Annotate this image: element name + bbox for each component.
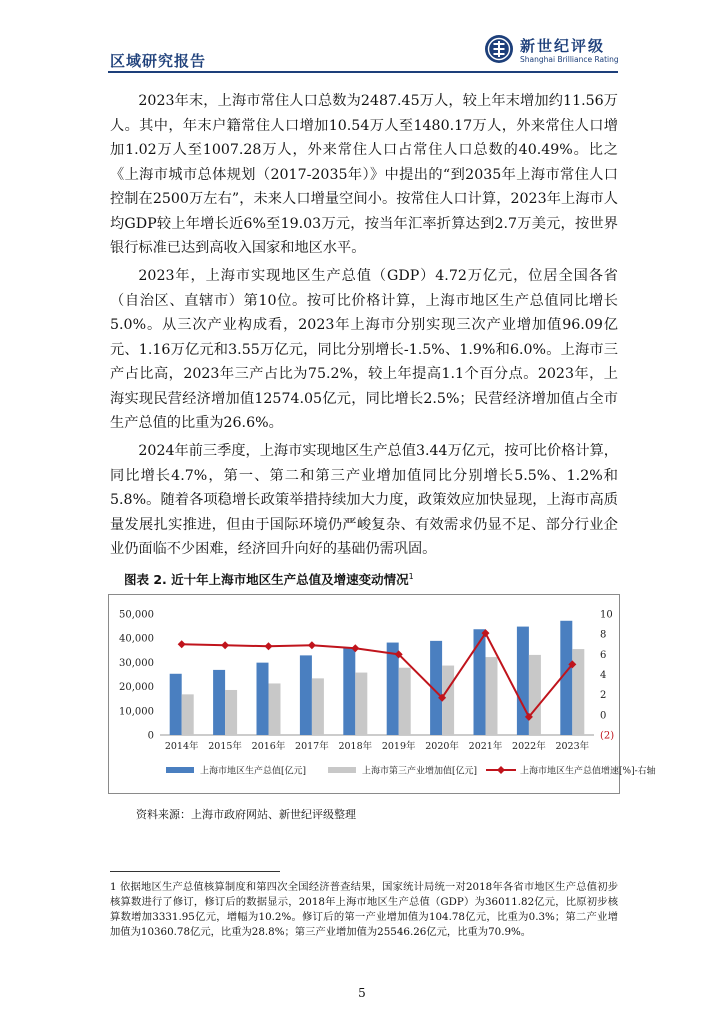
gdp-bar	[474, 629, 486, 735]
paragraph-gdp-2024q3: 2024年前三季度，上海市实现地区生产总值3.44万亿元，按可比价格计算，同比增长4.7%，第一、第二和第三产业增加值同比分别增长5.5%、1.2%和5.8%。随着各项稳增长政策举措持续加大力度，政策效应加快显现，上海市高质量发展扎实推进，但由于国际环境仍严峻复杂、有效需求仍显不足、部分行业企业仍面临不少困难，经济回升向好的基础仍需巩固。	[110, 443, 618, 557]
right-axis-tick-label: 10	[600, 609, 613, 621]
gdp-bar	[170, 674, 182, 735]
tertiary-industry-bar	[442, 666, 454, 735]
tertiary-industry-bar	[572, 649, 584, 735]
footnote-text: 1 依据地区生产总值核算制度和第四次全国经济普查结果，国家统计局统一对2018年各省市地区生产总值初步核算数进行了修订，修订后的数据显示，2018年上海市地区生产总值（GDP）为36011.82亿元，比原初步核算数增加3331.95亿元，增幅为10.2%。修订后的第一产业增加值为104.78亿元，比重为0.3%；第二产业增加值为10360.78亿元，比重为28.8%；第三产业增加值为25546.26亿元，比重为70.9%。	[110, 881, 618, 938]
right-axis-tick-label: 2	[600, 690, 607, 702]
left-axis-tick-label: 10,000	[119, 706, 154, 718]
tertiary-industry-bar	[529, 655, 541, 735]
gdp-bar	[257, 663, 269, 735]
legend-swatch	[166, 767, 194, 773]
legend-label: 上海市第三产业增加值[亿元]	[362, 766, 478, 777]
left-axis-tick-label: 50,000	[119, 609, 154, 621]
legend-label: 上海市地区生产总值增速[%]-右轴	[520, 766, 656, 777]
left-axis-tick-label: 20,000	[119, 682, 154, 694]
x-axis-tick-label: 2014年	[164, 741, 199, 752]
paragraph-gdp-2023: 2023年，上海市实现地区生产总值（GDP）4.72万亿元，位居全国各省（自治区、直辖市）第10位。按可比价格计算，上海市地区生产总值同比增长5.0%。从三次产业构成看，2023年上海市分别实现三次产业增加值96.09亿元、1.16万亿元和3.55万亿元，同比分别增长-1.5%、1.9%和6.0%。上海市三产占比高，2023年三产占比为75.2%，较上年提高1.1个百分点。2023年，上海实现民营经济增加值12574.05亿元，同比增长2.5%；民营经济增加值占全市生产总值的比重为26.6%。	[110, 268, 618, 431]
logo-english-name: Shanghai Brilliance Rating	[520, 55, 619, 64]
left-axis-tick-label: 40,000	[119, 633, 154, 645]
legend-label: 上海市地区生产总值[亿元]	[200, 766, 307, 777]
x-axis-tick-label: 2017年	[295, 741, 329, 752]
tertiary-industry-bar	[355, 673, 367, 735]
figure-source: 资料来源：上海市政府网站、新世纪评级整理	[136, 808, 356, 821]
tertiary-industry-bar	[399, 668, 411, 735]
tertiary-industry-bar	[486, 657, 498, 735]
figure-caption-text: 图表 2. 近十年上海市地区生产总值及增速变动情况	[124, 572, 409, 587]
left-axis-tick-label: 30,000	[119, 657, 154, 669]
gdp-chart	[108, 594, 656, 794]
x-axis-tick-label: 2020年	[425, 741, 459, 752]
right-axis-tick-label: 6	[600, 649, 607, 661]
gdp-bar	[300, 655, 312, 735]
x-axis-tick-label: 2021年	[468, 741, 503, 752]
x-axis-tick-label: 2022年	[512, 741, 546, 752]
x-axis-tick-label: 2016年	[251, 741, 286, 752]
report-series-title: 区域研究报告	[110, 52, 207, 70]
footnote-marker: 1	[408, 571, 414, 581]
company-logo	[484, 33, 624, 69]
tertiary-industry-bar	[312, 678, 324, 735]
paragraph-population: 2023年末，上海市常住人口总数为2487.45万人，较上年末增加约11.56万人。其中，年末户籍常住人口增加10.54万人至1480.17万人，外来常住人口增加1.02万人至1007.28万人，外来常住人口占常住人口总数的40.49%。比之《上海市城市总体规划（2017-2035年）》中提出的“到2035年上海市常住人口控制在2500万左右”，未来人口增量空间小。按常住人口计算，2023年上海市人均GDP较上年增长近6%至19.03万元，按当年汇率折算达到2.7万美元，按世界银行标准已达到高收入国家和地区水平。	[110, 93, 618, 256]
tertiary-industry-bar	[225, 690, 237, 735]
right-axis-tick-label: 0	[600, 710, 607, 722]
logo-chinese-name: 新世纪评级	[520, 37, 606, 55]
footnote-divider	[110, 871, 280, 872]
chart-legend	[166, 765, 656, 777]
tertiary-industry-bar	[182, 694, 194, 735]
right-axis-tick-label: 4	[600, 670, 607, 681]
logo-emblem-icon	[484, 34, 514, 64]
gdp-bar	[343, 648, 355, 735]
right-axis-tick-label: (2)	[600, 730, 615, 742]
x-axis-tick-label: 2015年	[208, 741, 242, 752]
page-number: 5	[358, 986, 366, 1000]
x-axis-tick-label: 2019年	[381, 741, 416, 752]
x-axis-tick-label: 2018年	[338, 741, 373, 752]
left-axis-tick-label: 0	[147, 730, 154, 742]
figure-caption	[124, 570, 414, 588]
x-axis-tick-label: 2023年	[555, 741, 590, 752]
legend-swatch	[328, 767, 356, 773]
header-divider	[108, 71, 618, 73]
right-axis-tick-label: 8	[600, 629, 607, 641]
gdp-bar	[213, 670, 225, 735]
tertiary-industry-bar	[269, 683, 281, 735]
